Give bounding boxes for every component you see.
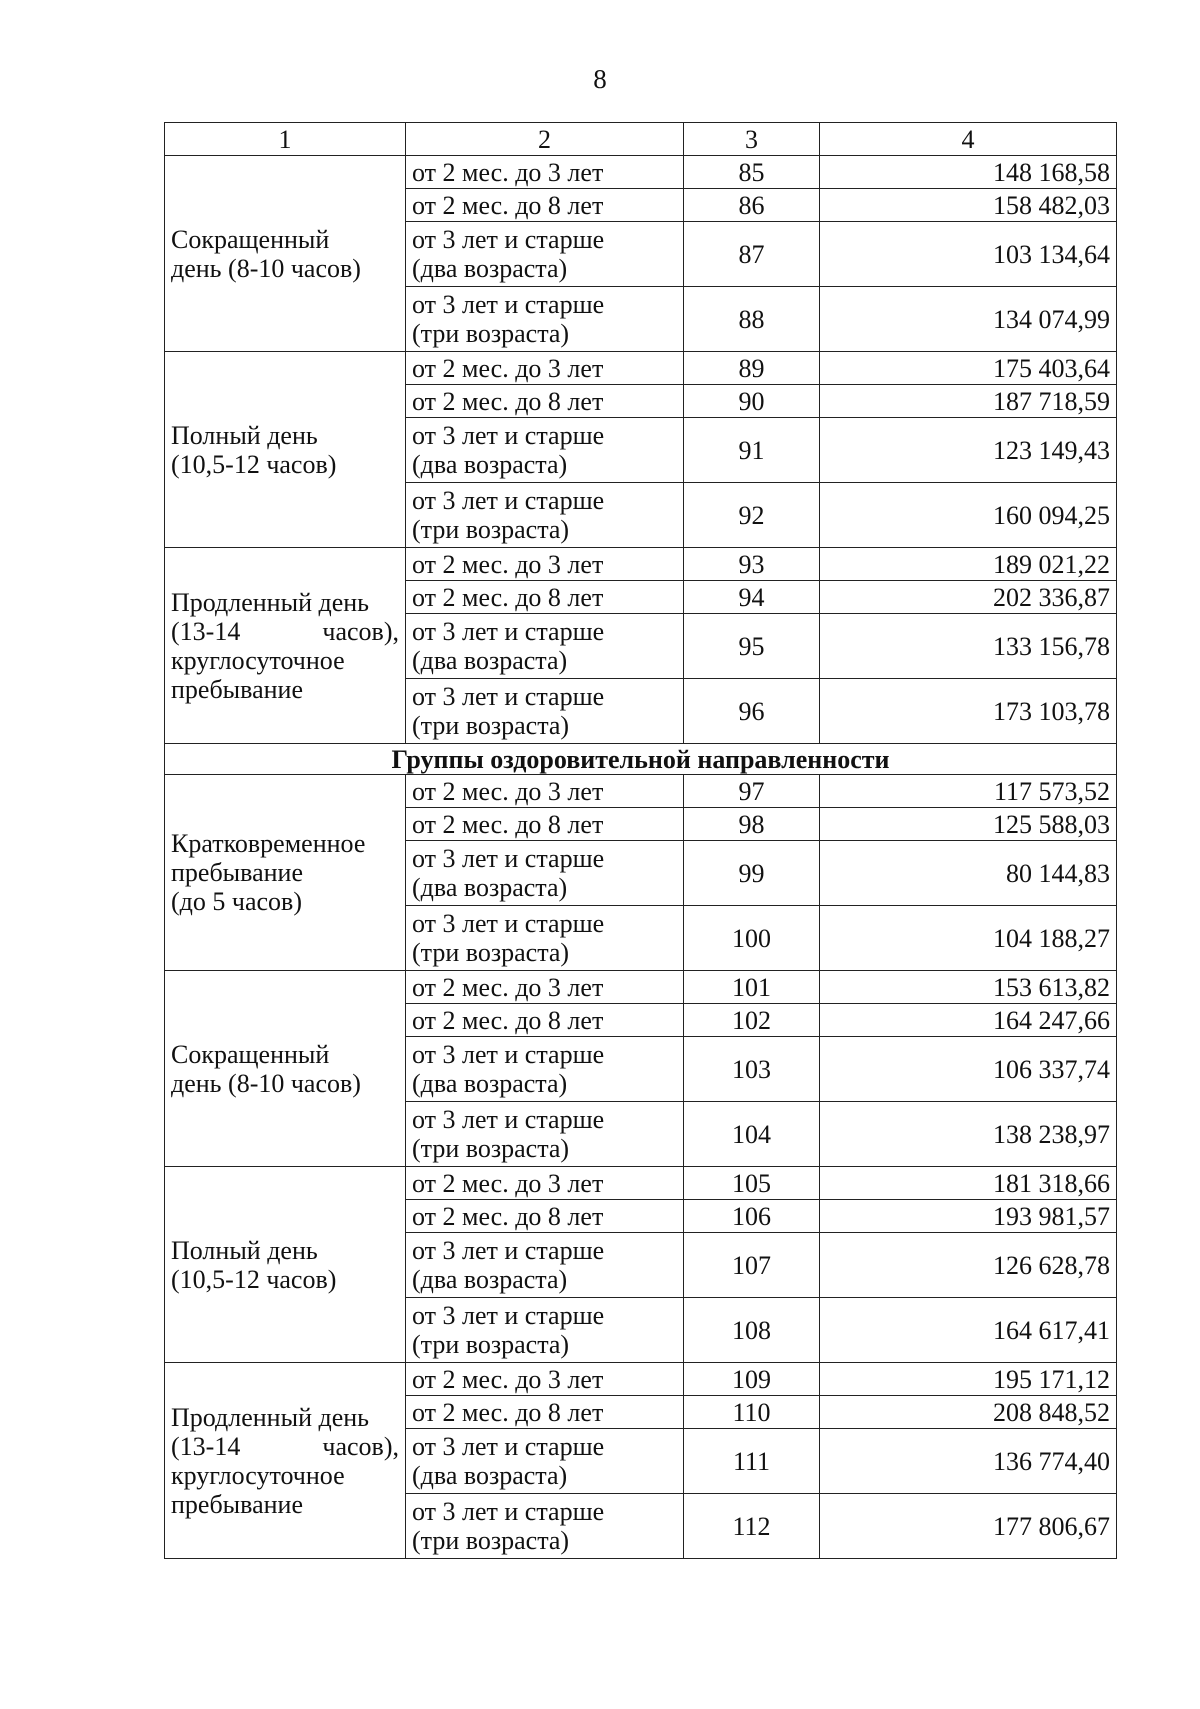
- row-number-cell: 87: [684, 222, 820, 287]
- page-number: 8: [593, 64, 607, 94]
- cost-value-cell: 208 848,52: [820, 1396, 1117, 1429]
- group-label-line: Сокращенный: [171, 1039, 330, 1069]
- group-label-line: (10,5-12 часов): [171, 449, 337, 479]
- row-number-cell: 99: [684, 841, 820, 906]
- age-range-cell: [406, 1298, 684, 1363]
- cost-value-cell: 193 981,57: [820, 1200, 1117, 1233]
- age-range-line: от 3 лет и старше: [412, 1105, 605, 1134]
- cost-value-cell: 134 074,99: [820, 287, 1117, 352]
- age-range-line: от 3 лет и старше: [412, 421, 605, 450]
- age-range-cell: [406, 1037, 684, 1102]
- cost-value-cell: 153 613,82: [820, 971, 1117, 1004]
- group-label-line: Продленный день: [171, 1402, 370, 1432]
- row-number-cell: 86: [684, 189, 820, 222]
- cost-value-cell: 126 628,78: [820, 1233, 1117, 1298]
- age-range-cell: [406, 1363, 684, 1396]
- cost-value-cell: 133 156,78: [820, 614, 1117, 679]
- cost-value-cell: 164 617,41: [820, 1298, 1117, 1363]
- group-label-line: круглосуточное: [171, 1460, 345, 1490]
- age-range-line: от 2 мес. до 8 лет: [412, 1397, 604, 1427]
- age-range-line: от 2 мес. до 3 лет: [412, 549, 604, 579]
- row-number-cell: 95: [684, 614, 820, 679]
- cost-value-cell: 106 337,74: [820, 1037, 1117, 1102]
- age-range-line: (два возраста): [412, 1069, 568, 1098]
- group-label-cell: [165, 156, 406, 352]
- age-range-line: (два возраста): [412, 1461, 568, 1490]
- tariff-table-body: [165, 123, 1117, 1559]
- cost-value-cell: 117 573,52: [820, 775, 1117, 808]
- group-label-cell: [165, 971, 406, 1167]
- age-range-cell: [406, 483, 684, 548]
- group-label-cell: [165, 352, 406, 548]
- table-row: [165, 1363, 1117, 1396]
- age-range-line: от 2 мес. до 3 лет: [412, 353, 604, 383]
- cost-value-cell: 173 103,78: [820, 679, 1117, 744]
- row-number-cell: 107: [684, 1233, 820, 1298]
- group-label-line: пребывание: [171, 858, 303, 887]
- age-range-line: от 2 мес. до 8 лет: [412, 1201, 604, 1231]
- column-header-3: 3: [684, 123, 820, 156]
- age-range-cell: [406, 222, 684, 287]
- row-number-cell: 102: [684, 1004, 820, 1037]
- table-row: [165, 156, 1117, 189]
- row-number-cell: 111: [684, 1429, 820, 1494]
- column-header-1: 1: [165, 123, 406, 156]
- group-label-line: (13-14 часов),: [171, 616, 399, 646]
- age-range-line: от 2 мес. до 3 лет: [412, 972, 604, 1002]
- table-row: [165, 971, 1117, 1004]
- age-range-cell: [406, 1233, 684, 1298]
- row-number-cell: 91: [684, 418, 820, 483]
- row-number-cell: 100: [684, 906, 820, 971]
- header-row: [165, 123, 1117, 156]
- age-range-cell: [406, 971, 684, 1004]
- group-label-cell: [165, 548, 406, 744]
- age-range-line: от 3 лет и старше: [412, 617, 605, 646]
- age-range-line: от 3 лет и старше: [412, 1432, 605, 1461]
- row-number-cell: 112: [684, 1494, 820, 1559]
- row-number-cell: 108: [684, 1298, 820, 1363]
- row-number-cell: 89: [684, 352, 820, 385]
- age-range-line: от 3 лет и старше: [412, 1301, 605, 1330]
- age-range-cell: [406, 189, 684, 222]
- row-number-cell: 97: [684, 775, 820, 808]
- age-range-line: от 3 лет и старше: [412, 909, 605, 938]
- age-range-cell: [406, 1004, 684, 1037]
- age-range-line: (три возраста): [412, 1330, 570, 1359]
- cost-value-cell: 103 134,64: [820, 222, 1117, 287]
- group-label-line: Сокращенный: [171, 224, 330, 254]
- age-range-line: от 3 лет и старше: [412, 682, 605, 711]
- row-number-cell: 93: [684, 548, 820, 581]
- age-range-line: (три возраста): [412, 319, 570, 348]
- section-row: [165, 744, 1117, 775]
- age-range-line: от 2 мес. до 8 лет: [412, 190, 604, 220]
- age-range-line: от 2 мес. до 3 лет: [412, 1168, 604, 1198]
- age-range-line: от 3 лет и старше: [412, 1497, 605, 1526]
- age-range-line: от 2 мес. до 3 лет: [412, 776, 604, 806]
- cost-value-cell: 138 238,97: [820, 1102, 1117, 1167]
- age-range-line: от 3 лет и старше: [412, 1236, 605, 1265]
- group-label-line: пребывание: [171, 674, 303, 704]
- group-label-line: Продленный день: [171, 587, 370, 617]
- cost-value-cell: 125 588,03: [820, 808, 1117, 841]
- age-range-line: (два возраста): [412, 450, 568, 479]
- age-range-cell: [406, 352, 684, 385]
- column-header-2: 2: [406, 123, 684, 156]
- cost-value-cell: 104 188,27: [820, 906, 1117, 971]
- cost-value-cell: 202 336,87: [820, 581, 1117, 614]
- section-title: Группы оздоровительной направленности: [165, 744, 1117, 775]
- cost-value-cell: 148 168,58: [820, 156, 1117, 189]
- age-range-cell: [406, 1494, 684, 1559]
- row-number-cell: 85: [684, 156, 820, 189]
- row-number-cell: 109: [684, 1363, 820, 1396]
- age-range-line: (три возраста): [412, 515, 570, 544]
- group-label-line: (до 5 часов): [171, 887, 302, 916]
- cost-value-cell: 195 171,12: [820, 1363, 1117, 1396]
- row-number-cell: 105: [684, 1167, 820, 1200]
- cost-value-cell: 181 318,66: [820, 1167, 1117, 1200]
- table-row: [165, 352, 1117, 385]
- row-number-cell: 104: [684, 1102, 820, 1167]
- age-range-cell: [406, 385, 684, 418]
- cost-value-cell: 123 149,43: [820, 418, 1117, 483]
- age-range-line: от 3 лет и старше: [412, 1040, 605, 1069]
- age-range-line: от 2 мес. до 8 лет: [412, 582, 604, 612]
- age-range-line: (три возраста): [412, 1134, 570, 1163]
- age-range-line: от 3 лет и старше: [412, 844, 605, 873]
- group-label-cell: [165, 775, 406, 971]
- age-range-cell: [406, 1200, 684, 1233]
- age-range-cell: [406, 808, 684, 841]
- cost-value-cell: 160 094,25: [820, 483, 1117, 548]
- age-range-line: (три возраста): [412, 711, 570, 740]
- age-range-line: от 2 мес. до 8 лет: [412, 1005, 604, 1035]
- age-range-cell: [406, 1167, 684, 1200]
- age-range-cell: [406, 581, 684, 614]
- age-range-cell: [406, 614, 684, 679]
- column-header-4: 4: [820, 123, 1117, 156]
- age-range-line: от 3 лет и старше: [412, 290, 605, 319]
- group-label-line: Полный день: [171, 1235, 318, 1265]
- group-label-line: (10,5-12 часов): [171, 1264, 337, 1294]
- row-number-cell: 96: [684, 679, 820, 744]
- age-range-line: от 2 мес. до 3 лет: [412, 157, 604, 187]
- age-range-cell: [406, 548, 684, 581]
- age-range-line: (два возраста): [412, 1265, 568, 1294]
- age-range-cell: [406, 1396, 684, 1429]
- age-range-cell: [406, 287, 684, 352]
- group-label-line: день (8-10 часов): [171, 253, 361, 283]
- row-number-cell: 101: [684, 971, 820, 1004]
- cost-value-cell: 80 144,83: [820, 841, 1117, 906]
- age-range-cell: [406, 841, 684, 906]
- cost-value-cell: 164 247,66: [820, 1004, 1117, 1037]
- row-number-cell: 98: [684, 808, 820, 841]
- table-row: [165, 548, 1117, 581]
- age-range-line: от 3 лет и старше: [412, 225, 605, 254]
- row-number-cell: 110: [684, 1396, 820, 1429]
- group-label-line: пребывание: [171, 1489, 303, 1519]
- group-label-line: Кратковременное: [171, 829, 366, 858]
- age-range-cell: [406, 1429, 684, 1494]
- cost-value-cell: 189 021,22: [820, 548, 1117, 581]
- group-label-line: круглосуточное: [171, 645, 345, 675]
- age-range-line: (три возраста): [412, 938, 570, 967]
- age-range-line: от 2 мес. до 8 лет: [412, 386, 604, 416]
- age-range-line: от 2 мес. до 8 лет: [412, 809, 604, 839]
- cost-value-cell: 158 482,03: [820, 189, 1117, 222]
- age-range-cell: [406, 906, 684, 971]
- age-range-line: от 2 мес. до 3 лет: [412, 1364, 604, 1394]
- group-label-cell: [165, 1363, 406, 1559]
- table-row: [165, 775, 1117, 808]
- row-number-cell: 88: [684, 287, 820, 352]
- table-row: [165, 1167, 1117, 1200]
- row-number-cell: 94: [684, 581, 820, 614]
- age-range-cell: [406, 775, 684, 808]
- cost-value-cell: 177 806,67: [820, 1494, 1117, 1559]
- row-number-cell: 90: [684, 385, 820, 418]
- age-range-line: (два возраста): [412, 254, 568, 283]
- age-range-line: (два возраста): [412, 873, 568, 902]
- tariff-table: [164, 122, 1117, 1559]
- cost-value-cell: 187 718,59: [820, 385, 1117, 418]
- row-number-cell: 92: [684, 483, 820, 548]
- age-range-cell: [406, 679, 684, 744]
- age-range-cell: [406, 156, 684, 189]
- age-range-line: от 3 лет и старше: [412, 486, 605, 515]
- group-label-line: день (8-10 часов): [171, 1068, 361, 1098]
- group-label-cell: [165, 1167, 406, 1363]
- age-range-cell: [406, 1102, 684, 1167]
- group-label-line: Полный день: [171, 420, 318, 450]
- row-number-cell: 103: [684, 1037, 820, 1102]
- row-number-cell: 106: [684, 1200, 820, 1233]
- cost-value-cell: 175 403,64: [820, 352, 1117, 385]
- cost-value-cell: 136 774,40: [820, 1429, 1117, 1494]
- age-range-line: (два возраста): [412, 646, 568, 675]
- age-range-cell: [406, 418, 684, 483]
- age-range-line: (три возраста): [412, 1526, 570, 1555]
- group-label-line: (13-14 часов),: [171, 1431, 399, 1461]
